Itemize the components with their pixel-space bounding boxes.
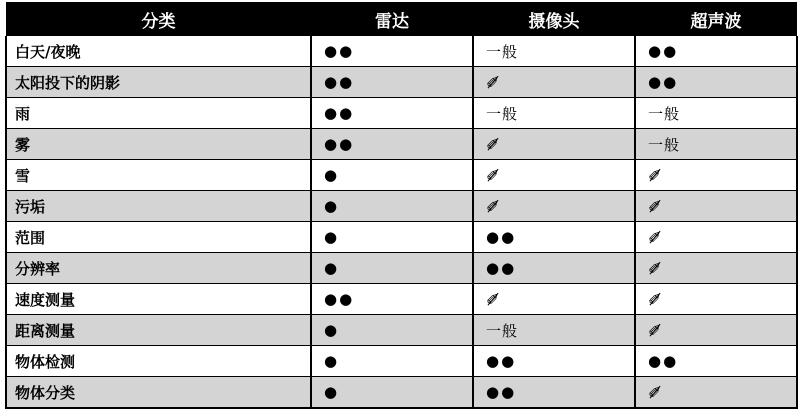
table-row [6, 160, 797, 191]
row-label-cell [6, 284, 311, 315]
radar-rating-value: ●● [324, 42, 355, 60]
radar-rating-cell [311, 36, 473, 67]
table-header [6, 2, 797, 36]
radar-rating-value: ● [324, 166, 340, 184]
ultrasonic-rating-value: ✐̸ [648, 259, 663, 278]
radar-rating-cell [311, 67, 473, 98]
camera-rating-value: ●● [486, 259, 517, 277]
radar-rating-value: ● [324, 321, 340, 339]
row-label: 物体分类 [15, 383, 76, 402]
radar-rating-cell [311, 253, 473, 284]
camera-rating-cell [473, 67, 635, 98]
row-label-cell [6, 346, 311, 377]
table-row [6, 346, 797, 377]
ultrasonic-rating-cell [635, 67, 797, 98]
ultrasonic-rating-value: ●● [648, 352, 679, 370]
row-label-cell [6, 160, 311, 191]
column-header-ultrasonic: 超声波 [635, 2, 797, 36]
table-row [6, 284, 797, 315]
radar-rating-value: ●● [324, 290, 355, 308]
row-label: 雾 [15, 135, 31, 154]
row-label: 白天/夜晚 [15, 42, 81, 61]
ultrasonic-rating-cell [635, 377, 797, 409]
camera-rating-cell [473, 129, 635, 160]
camera-rating-cell [473, 191, 635, 222]
row-label: 速度测量 [15, 290, 76, 309]
ultrasonic-rating-cell [635, 160, 797, 191]
table-header-row [6, 2, 797, 36]
table-row [6, 222, 797, 253]
radar-rating-value: ● [324, 352, 340, 370]
radar-rating-value: ●● [324, 135, 355, 153]
ultrasonic-rating-value: ●● [648, 73, 679, 91]
ultrasonic-rating-value: 一般 [648, 104, 681, 123]
camera-rating-cell [473, 98, 635, 129]
ultrasonic-rating-cell [635, 253, 797, 284]
table-row [6, 191, 797, 222]
row-label: 雨 [15, 104, 31, 123]
camera-rating-value: ✐̸ [486, 166, 501, 185]
radar-rating-value: ● [324, 383, 340, 401]
ultrasonic-rating-value: ●● [648, 42, 679, 60]
ultrasonic-rating-value: ✐̸ [648, 228, 663, 247]
table-row [6, 129, 797, 160]
radar-rating-cell [311, 377, 473, 409]
row-label: 距离测量 [15, 321, 76, 340]
camera-rating-value: ✐̸ [486, 290, 501, 309]
radar-rating-value: ●● [324, 104, 355, 122]
row-label-cell [6, 315, 311, 346]
radar-rating-value: ● [324, 228, 340, 246]
ultrasonic-rating-value: ✐̸ [648, 197, 663, 216]
sensor-comparison-table [5, 2, 798, 409]
ultrasonic-rating-cell [635, 315, 797, 346]
ultrasonic-rating-cell [635, 98, 797, 129]
table-body [6, 36, 797, 408]
radar-rating-value: ●● [324, 73, 355, 91]
ultrasonic-rating-value: ✐̸ [648, 166, 663, 185]
ultrasonic-rating-value: ✐̸ [648, 290, 663, 309]
row-label: 范围 [15, 228, 46, 247]
row-label: 污垢 [15, 197, 46, 216]
row-label-cell [6, 129, 311, 160]
camera-rating-value: ●● [486, 228, 517, 246]
camera-rating-cell [473, 222, 635, 253]
row-label: 太阳投下的阴影 [15, 73, 121, 92]
ultrasonic-rating-value: ✐̸ [648, 321, 663, 340]
column-header-radar: 雷达 [311, 2, 473, 36]
camera-rating-cell [473, 253, 635, 284]
table-row [6, 377, 797, 409]
camera-rating-cell [473, 377, 635, 409]
row-label-cell [6, 67, 311, 98]
row-label-cell [6, 36, 311, 67]
radar-rating-cell [311, 98, 473, 129]
radar-rating-cell [311, 315, 473, 346]
column-header-category: 分类 [6, 2, 311, 36]
camera-rating-value: ●● [486, 383, 517, 401]
ultrasonic-rating-cell [635, 36, 797, 67]
camera-rating-value: ✐̸ [486, 197, 501, 216]
camera-rating-cell [473, 160, 635, 191]
radar-rating-cell [311, 129, 473, 160]
table-row [6, 36, 797, 67]
table-row [6, 253, 797, 284]
column-header-camera: 摄像头 [473, 2, 635, 36]
camera-rating-cell [473, 315, 635, 346]
camera-rating-value: 一般 [486, 104, 519, 123]
ultrasonic-rating-cell [635, 129, 797, 160]
ultrasonic-rating-cell [635, 191, 797, 222]
ultrasonic-rating-cell [635, 284, 797, 315]
comparison-table-container [0, 2, 801, 409]
row-label-cell [6, 253, 311, 284]
ultrasonic-rating-value: ✐̸ [648, 383, 663, 402]
row-label: 分辨率 [15, 259, 61, 278]
ultrasonic-rating-cell [635, 346, 797, 377]
radar-rating-cell [311, 346, 473, 377]
camera-rating-cell [473, 36, 635, 67]
camera-rating-cell [473, 346, 635, 377]
camera-rating-value: ✐̸ [486, 73, 501, 92]
radar-rating-cell [311, 160, 473, 191]
row-label-cell [6, 98, 311, 129]
camera-rating-cell [473, 284, 635, 315]
camera-rating-value: ●● [486, 352, 517, 370]
table-row [6, 67, 797, 98]
radar-rating-value: ● [324, 197, 340, 215]
row-label: 雪 [15, 166, 31, 185]
ultrasonic-rating-value: 一般 [648, 135, 681, 154]
radar-rating-cell [311, 222, 473, 253]
row-label-cell [6, 191, 311, 222]
radar-rating-value: ● [324, 259, 340, 277]
camera-rating-value: 一般 [486, 42, 519, 61]
row-label: 物体检测 [15, 352, 76, 371]
row-label-cell [6, 222, 311, 253]
ultrasonic-rating-cell [635, 222, 797, 253]
row-label-cell [6, 377, 311, 409]
table-row [6, 98, 797, 129]
radar-rating-cell [311, 191, 473, 222]
camera-rating-value: ✐̸ [486, 135, 501, 154]
table-row [6, 315, 797, 346]
camera-rating-value: 一般 [486, 321, 519, 340]
radar-rating-cell [311, 284, 473, 315]
